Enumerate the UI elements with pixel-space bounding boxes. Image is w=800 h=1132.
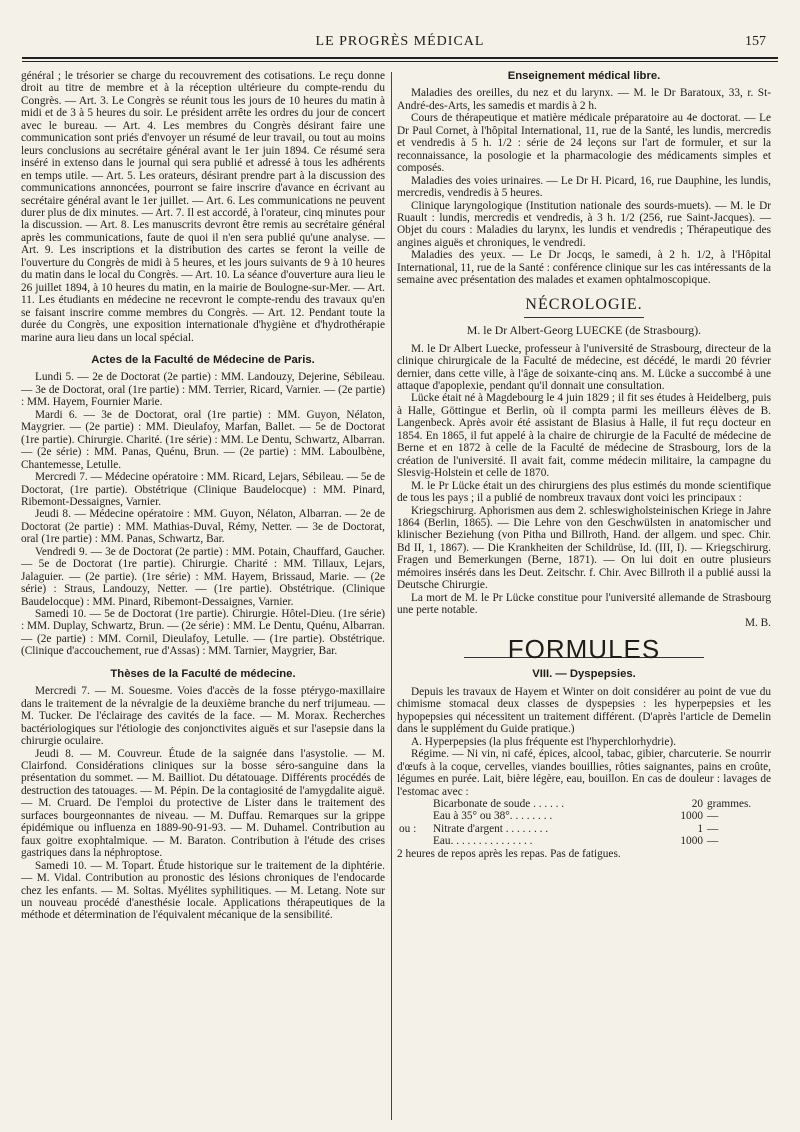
necrologie-heading: NÉCROLOGIE. — [525, 295, 643, 313]
enseignement-entry: Clinique laryngologique (Institution nationale des sourds-muets). — M. le Dr Ruault : lundis, mercredis et vendredis, à 3 h. 1/2 (256, rue Saint-Jacques). — Objet du cours : Maladies du larynx, les lundis et vendredis ; Thérapeutique des angines aiguës et chroniques, le vendredi. — [397, 199, 771, 249]
necrologie-paragraph: M. le Dr Albert Luecke, professeur à l'université de Strasbourg, directeur de la clinique chirurgicale de la Faculté de médecine, est décédé, le mardi 20 février dernier, dans cette ville, à l'âge de soixante-cinq ans. M. Lücke a succombé à une attaque d'apoplexie, pendant qu'il donnait une consultation. — [397, 342, 771, 392]
formules-paragraph: Depuis les travaux de Hayem et Winter on doit considérer au point de vue du chimisme stomacal deux classes de dyspepsies : les hyperpepsies et les hypopepsies qui nécessitent un traitement différent. (D'après l'article de Demelin dans le supplément du Guide pratique.) — [397, 685, 771, 736]
running-title: LE PROGRÈS MÉDICAL — [315, 34, 485, 49]
dose-amount: 1000 — [680, 810, 703, 823]
formules-paragraph: Régime. — Ni vin, ni café, épices, alcool, tabac, gibier, charcuterie. Se nourrir d'œufs à la coque, cervelles, viandes bouillies, rôties saignantes, pains en croûte, légumes en purée. Lait, bière légère, eau, bouillon. En cas de douleur : lavages de l'estomac avec : — [397, 748, 771, 798]
necrologie-paragraph: M. le Pr Lücke était un des chirurgiens des plus estimés du monde scientifique de tous les pays ; il a publié de nombreux travaux dont voici les principaux : — [397, 479, 771, 505]
dose-prefix — [399, 810, 433, 822]
formules-heading: FORMULES — [507, 634, 661, 665]
dose-unit: — — [707, 835, 719, 848]
enseignement-entry: Maladies des voies urinaires. — Le Dr H. Picard, 16, rue Dauphine, les lundis, mercredis, vendredis à 5 heures. — [397, 174, 771, 200]
theses-heading: Thèses de la Faculté de médecine. — [110, 667, 296, 680]
left-column — [21, 70, 385, 1120]
actes-entry-jeudi: Jeudi 8. — Médecine opératoire : MM. Guyon, Nélaton, Albarran. — 2e de Doctorat (2e partie) : MM. Mathias-Duval, Rémy, Netter. — 3e de Doctorat, oral (1re partie) : MM. Panas, Schwartz, Bar. — [21, 508, 385, 546]
right-column — [397, 70, 771, 1120]
enseignement-heading: Enseignement médical libre. — [507, 70, 661, 82]
dyspepsies-heading: VIII. — Dyspepsies. — [532, 668, 636, 681]
formules-paragraph: A. Hyperpepsies (la plus fréquente est l'hyperchlorhydrie). — [411, 735, 676, 748]
theses-entry-jeudi: Jeudi 8. — M. Couvreur. Étude de la saignée dans l'asystolie. — M. Clairfond. Considérations cliniques sur la bosse séro-sanguine dans la présentation du sommet. — M. Bailliot. Du détatouage. Différents procédés de destruction des tatouages. — M. Pépin. De la contagiosité de l'amygdalite aiguë. — M. Cruard. De l'emploi du protective de Lister dans le traitement des surfaces bourgeonnantes de niveau. — M. Duffau. Remarques sur la grippe épidémique ou influenza en 1889-90-91-93. — M. Duhamel. Contribution au faux goitre exophtalmique. — M. Baraton. Contribution à l'étude des crises gastriques dans la néphroptose. — [21, 747, 385, 860]
column-divider — [391, 72, 392, 1120]
dose-prefix — [399, 798, 433, 810]
dose-amount: 1000 — [680, 835, 703, 848]
necrologie-paragraph: Lücke était né à Magdebourg le 4 juin 1829 ; il fit ses études à Heidelberg, puis à Halle, Göttingue et Berlin, où il compta parmi les meilleurs élèves de B. Langenbeck. Après avoir été assistant de Blasius à Halle, il fut reçu docteur en 1854. En 1865, il fut appelé à la chaire de chirurgie de la Faculté de médecine de Berne et en 1872 à celle de la Faculté de médecine de Strasbourg, lors de la création de l'université. Il avait fait, comme médecin militaire, la campagne du Slesvig-Holstein et celle de 1870. — [397, 392, 771, 480]
actes-entry-vendredi: Vendredi 9. — 3e de Doctorat (2e partie) : MM. Potain, Chauffard, Gaucher. — 5e de Doctorat (1re partie). Chirurgie. Charité : MM. Tillaux, Lejars, Jalaguier. — (2e partie). (1re série) : MM. Hayem, Brissaud, Marie. — (2e série) : Straus, Landouzy, Netter. — (1re partie). Obstétrique. (Clinique Baudelocque) : MM. Pinard, Ribemont-Dessaignes, Varnier. — [21, 545, 385, 608]
dose-name: Eau à 35° ou 38°. . . . . . . . — [433, 810, 553, 823]
dose-name: Bicarbonate de soude . . . . . . — [433, 798, 565, 811]
page-header — [22, 34, 778, 56]
actes-entry-samedi: Samedi 10. — 5e de Doctorat (1re partie). Chirurgie. Hôtel-Dieu. (1re série) : MM. Duplay, Schwartz, Brun. — (2e série) : MM. Le Dentu, Quénu, Albarran. — (2e partie) : MM. Cornil, Dieulafoy, Letulle. — (1re partie). Obstétrique. (Clinique d'accouchement, rue d'Assas) : MM. Tarnier, Maygrier, Bar. — [21, 608, 385, 658]
necrologie-bibliography: Kriegschirurg. Aphorismen aus dem 2. schleswigholsteinischen Kriege in Jahre 1864 (Berlin, 1865). — Die Lehre von den Geschwülsten in anatomischer und klinischer Beziehung (von Pitha und Billroth, Hand. der allgem. und spec. Chir. Bd II, 1, 1867). — Die Krankheiten der Schildrüse, Id. (III, I). — Kriegschirurg. Fragen und Bemerkungen (Berne, 1871). — On lui doit en outre plusieurs mémoires insérés dans les Deut. Zeitschr. f. Chir. Avec Billroth il a publié aussi la Deutsche Chirurgie. — [397, 504, 771, 592]
actes-heading: Actes de la Faculté de Médecine de Paris. — [91, 353, 315, 366]
actes-entry-lundi: Lundi 5. — 2e de Doctorat (2e partie) : MM. Landouzy, Dejerine, Sébileau. — 3e de Doctorat, oral (1re partie) : MM. Terrier, Ricard, Varnier. — (2e partie) : MM. Hayem, Fournier Marie. — [21, 371, 385, 409]
enseignement-entry: Maladies des yeux. — Le Dr Jocqs, le samedi, à 2 h. 1/2, à l'Hôpital International, 11, rue de la Santé : conférence clinique sur les cas intéressants de la semaine avec présentation des malades et examen ophtalmoscopique. — [397, 249, 771, 287]
formules-final-line: 2 heures de repos après les repas. Pas de fatigues. — [397, 847, 621, 860]
dose-unit: — — [707, 822, 719, 835]
page-number: 157 — [745, 34, 766, 49]
dose-prefix: ou : — [399, 822, 417, 835]
dose-name: Nitrate d'argent . . . . . . . . — [433, 822, 549, 835]
theses-entry-samedi: Samedi 10. — M. Topart. Étude historique sur le traitement de la diphtérie. — M. Vidal. Contribution au pronostic des lésions chroniques de l'endocarde chez les enfants. — M. Soltas. Myélites syphilitiques. — M. Letang. Note sur un nouveau procédé d'anesthésie locale. Applications thérapeutiques de la méthode et détermination de l'équivalent mécanique de la sensibilité. — [21, 859, 385, 922]
dose-row — [397, 810, 771, 822]
dose-amount: 20 — [691, 798, 703, 811]
actes-entry-mercredi: Mercredi 7. — Médecine opératoire : MM. Ricard, Lejars, Sébileau. — 5e de Doctorat, (1re partie). Obstétrique (Clinique Baudelocque) : MM. Pinard, Ribemont-Dessaignes, Varnier. — [21, 471, 385, 508]
enseignement-entry: Cours de thérapeutique et matière médicale préparatoire au 4e doctorat. — Le Dr Paul Cornet, à l'hôpital International, 11, rue de la Santé, les lundis, mercredis et vendredis à 5 h. 1/2 : série de 24 leçons sur l'art de formuler, et sur la reconnaissance, la posologie et la pharmacologie des médicaments simples et composés. — [397, 112, 771, 175]
necrologie-rule — [524, 317, 644, 318]
dose-row — [397, 835, 771, 847]
enseignement-entry: Maladies des oreilles, du nez et du larynx. — M. le Dr Baratoux, 33, r. St-André-des-Arts, les samedis et mardis à 2 h. — [397, 87, 771, 112]
dose-unit: grammes. — [707, 798, 752, 811]
dose-prefix — [399, 835, 433, 847]
header-rule-thin — [22, 61, 778, 62]
actes-entry-mardi: Mardi 6. — 3e de Doctorat, oral (1re partie) : MM. Guyon, Nélaton, Maygrier. — (2e partie) : MM. Dieulafoy, Marfan, Ballet. — 5e de Doctorat (1re partie). Chirurgie. Charité. (1re série) : MM. Le Dentu, Schwartz, Albarran. — (2e série) : MM. Panas, Quénu, Brun. — (2e partie) : MM. Laboulbène, Chantemesse, Letulle. — [21, 408, 385, 471]
dose-row — [397, 798, 771, 810]
header-rule-thick — [22, 57, 778, 59]
theses-entry-mercredi: Mercredi 7. — M. Souesme. Voies d'accès de la fosse ptérygo-maxillaire dans le traitement de la névralgie de la deuxième branche du nerf trijumeau. — M. Tucker. De l'éclairage des cavités de la face. — M. Morax. Recherches bactériologiques sur l'étiologie des conjonctivites aiguës et sur l'asepsie dans la chirurgie oculaire. — [21, 685, 385, 748]
dose-unit: — — [707, 810, 719, 823]
necrologie-paragraph: La mort de M. le Pr Lücke constitue pour l'université allemande de Strasbourg une perte notable. — [397, 591, 771, 617]
dose-amount: 1 — [697, 822, 703, 835]
necrologie-signature: M. B. — [744, 616, 771, 629]
dose-row — [397, 823, 771, 835]
dose-name: Eau. . . . . . . . . . . . . . . — [433, 835, 533, 848]
necrologie-byline: M. le Dr Albert-Georg LUECKE (de Strasbourg). — [466, 323, 702, 338]
congress-regulations-paragraph: général ; le trésorier se charge du recouvrement des cotisations. Le reçu donne droit au titre de membre et à la réception ultérieure du compte-rendu du Congrès. — Art. 3. Le Congrès se réunit tous les jours de 10 heures du matin à midi et de 3 à 5 heures du soir. Le président arrête les ordres du jour de concert avec le bureau. — Art. 4. Les membres du Congrès désirant faire une communication sont priés d'envoyer un résumé de leur travail, ou tout au moins leurs conclusions au secrétaire général avant le 1er juin 1894. Ce résumé sera inséré in extenso dans le journal qui sera publié et adressé à tous les adhérents en temps utile. — Art. 5. Les orateurs, désirant prendre part à la discussion des communications annoncées, pourront se faire inscrire d'avance en écrivant au secrétaire général avant le 1er juillet. — Art. 6. Les communications ne peuvent durer plus de dix minutes. — Art. 7. Il est accordé, à l'orateur, cinq minutes pour la discussion. — Art. 8. Les manuscrits devront être remis au secrétaire général après les communications, faute de quoi il n'en sera publié qu'une analyse. — Art. 9. Les inscriptions et la distribution des cartes se feront la veille de l'ouverture du Congrès de midi à 5 heures, et les jours suivants de 9 à 10 heures du matin dans le local du Congrès. — Art. 10. La séance d'ouverture aura lieu le 26 juillet 1894, à 10 heures du matin, en la mairie de Boulogne-sur-Mer. — Art. 11. Les étudiants en médecine ne recevront le compte-rendu des travaux qu'en se faisant inscrire comme membres du Congrès. — Art. 12. Pendant toute la durée du Congrès, une exposition internationale d'hygiène et d'hydrothérapie marine aura lieu dans un local spécial. — [21, 70, 385, 344]
